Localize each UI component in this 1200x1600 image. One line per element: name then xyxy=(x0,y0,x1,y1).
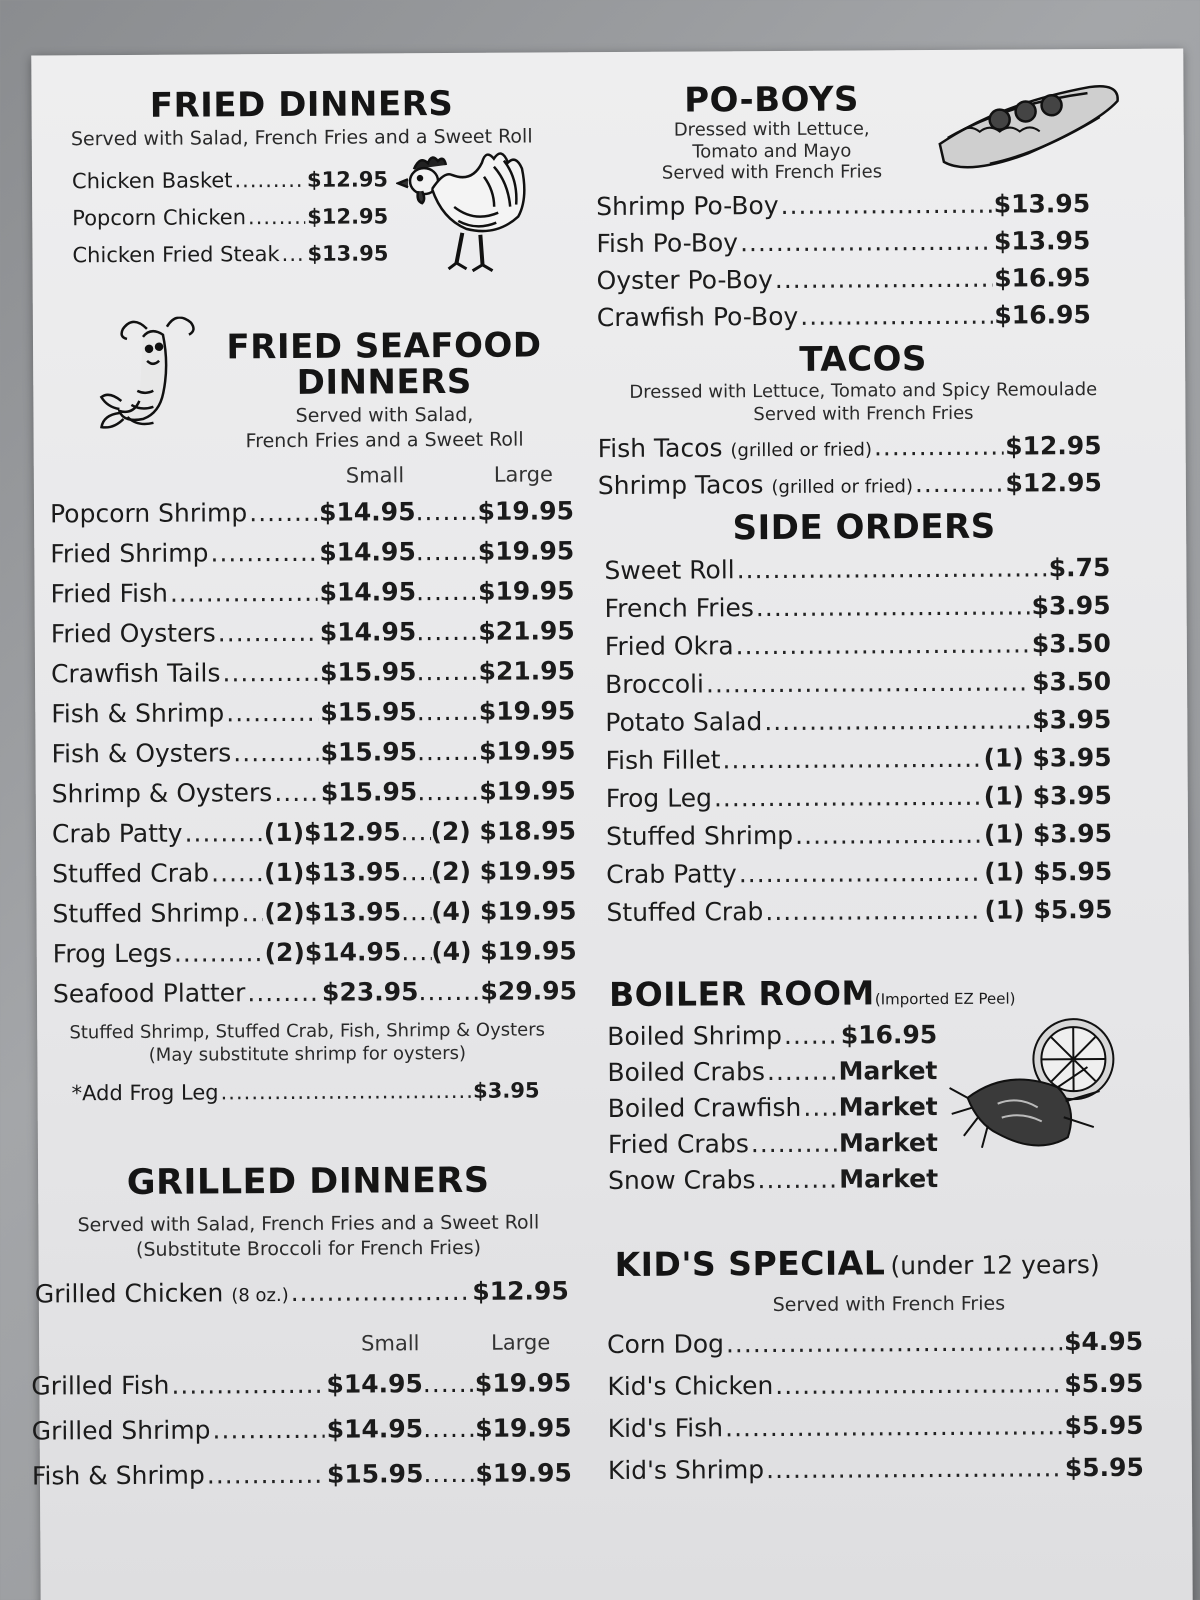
tacos-subtitle: Dressed with Lettuce, Tomato and Spicy Remoulade Served with French Fries xyxy=(629,379,1098,425)
crawfish-lemon-icon xyxy=(947,1013,1128,1164)
list-item: Boiled Crabs ..... Market xyxy=(607,1058,937,1085)
table-row: Fried Shrimp ..... $14.95 ..... $19.95 xyxy=(50,538,574,566)
list-item: Fish Tacos (grilled or fried) ..... $12.95 xyxy=(598,433,1102,461)
fried-seafood-list xyxy=(49,496,578,1009)
side-orders-title: SIDE ORDERS xyxy=(732,506,996,549)
list-item: Shrimp Po-Boy ..... $13.95 xyxy=(596,191,1090,219)
table-row: Stuffed Shrimp ..... (2)$13.95 ..... (4) $19.95 xyxy=(52,898,576,926)
table-row: Fish & Shrimp ..... $15.95 ..... $19.95 xyxy=(32,1460,572,1488)
list-item: Boiled Shrimp ..... $16.95 xyxy=(607,1022,937,1049)
table-row: Popcorn Shrimp ..... $14.95 ..... $19.95 xyxy=(50,498,574,526)
table-row: Grilled Shrimp ..... $14.95 ..... $19.95 xyxy=(32,1415,572,1443)
list-item: Popcorn Chicken ..... $12.95 xyxy=(72,206,388,229)
fried-seafood-subtitle: Served with Salad, French Fries and a Sweet Roll xyxy=(245,403,524,452)
list-item: Crawfish Po-Boy ..... $16.95 xyxy=(597,302,1091,330)
list-item: Chicken Basket ..... $12.95 xyxy=(72,169,388,192)
table-row: Stuffed Crab ..... (1)$13.95 ..... (2) $19.95 xyxy=(52,858,576,886)
boiler-room-note: (Imported EZ Peel) xyxy=(874,989,1016,1009)
table-row: Fish & Oysters ..... $15.95 ..... $19.95 xyxy=(51,738,575,766)
grilled-dinners-subtitle: Served with Salad, French Fries and a Sweet Roll (Substitute Broccoli for French Fries) xyxy=(77,1211,540,1261)
fried-dinners-section xyxy=(31,52,591,268)
fried-seafood-title: FRIED SEAFOOD DINNERS xyxy=(226,325,542,403)
table-row: Shrimp & Oysters ..... $15.95 ..... $19.95 xyxy=(52,778,576,806)
kids-special-title: KID'S SPECIAL xyxy=(614,1243,886,1284)
list-item: Stuffed Shrimp ..... (1) $3.95 xyxy=(606,821,1112,849)
cartoon-shrimp-icon xyxy=(97,316,218,445)
list-item: Kid's Shrimp ..... $5.95 xyxy=(608,1455,1144,1483)
table-row: Frog Legs ..... (2)$14.95 ..... (4) $19.95 xyxy=(53,938,577,966)
list-item: Chicken Fried Steak ..... $13.95 xyxy=(72,243,388,266)
boiler-room-title: BOILER ROOM xyxy=(608,973,875,1015)
list-item: Potato Salad ..... $3.95 xyxy=(605,707,1111,735)
add-frog-leg-row: *Add Frog Leg ..... $3.95 xyxy=(72,1080,540,1104)
po-boys-subtitle: Dressed with Lettuce, Tomato and Mayo Served with French Fries xyxy=(661,118,883,184)
po-boys-list xyxy=(596,189,1091,333)
po-boy-sandwich-icon xyxy=(929,79,1130,180)
po-boys-title: PO-BOYS xyxy=(684,79,860,121)
list-item: Frog Leg ..... (1) $3.95 xyxy=(606,783,1112,811)
grilled-chicken-row: Grilled Chicken (8 oz.) ..... $12.95 xyxy=(35,1278,569,1306)
kids-special-subtitle: Served with French Fries xyxy=(772,1292,1006,1317)
tacos-list xyxy=(597,431,1102,501)
chicken-illustration-icon xyxy=(396,146,537,282)
left-column xyxy=(31,52,591,1491)
platter-note: Stuffed Shrimp, Stuffed Crab, Fish, Shrimp & Oysters (May substitute shrimp for oysters) xyxy=(69,1019,546,1067)
list-item: Fish Fillet ..... (1) $3.95 xyxy=(605,745,1111,773)
grilled-size-headers: Small Large xyxy=(361,1330,551,1356)
tacos-title: TACOS xyxy=(799,339,928,380)
size-column-headers: Small Large xyxy=(345,462,553,488)
grilled-dinners-title: GRILLED DINNERS xyxy=(126,1160,490,1203)
kids-special-note: (under 12 years) xyxy=(890,1250,1100,1281)
list-item: Fish Po-Boy ..... $13.95 xyxy=(596,228,1090,256)
list-item: Broccoli ..... $3.50 xyxy=(605,669,1111,697)
table-row: Seafood Platter ..... $23.95 ..... $29.95 xyxy=(53,978,577,1006)
table-row: Crawfish Tails ..... $15.95 ..... $21.95 xyxy=(51,658,575,686)
list-item: Boiled Crawfish ..... Market xyxy=(608,1094,938,1121)
fried-dinners-subtitle: Served with Salad, French Fries and a Sweet Roll xyxy=(70,125,533,151)
table-row: Crab Patty ..... (1)$12.95 ..... (2) $18.95 xyxy=(52,818,576,846)
list-item: Crab Patty ..... (1) $5.95 xyxy=(606,859,1112,887)
right-column xyxy=(591,48,1183,1486)
fried-dinners-title: FRIED DINNERS xyxy=(149,83,454,126)
table-row: Fried Fish ..... $14.95 ..... $19.95 xyxy=(50,578,574,606)
list-item: Kid's Fish ..... $5.95 xyxy=(608,1413,1144,1441)
list-item: Corn Dog ..... $4.95 xyxy=(607,1329,1143,1357)
list-item: Fried Crabs ..... Market xyxy=(608,1130,938,1157)
menu-page xyxy=(31,48,1193,1600)
list-item: Snow Crabs ..... Market xyxy=(608,1166,938,1193)
side-orders-list xyxy=(604,552,1113,928)
list-item: Shrimp Tacos (grilled or fried) ..... $12.95 xyxy=(598,470,1102,498)
list-item: Kid's Chicken ..... $5.95 xyxy=(607,1371,1143,1399)
po-boys-section xyxy=(591,48,1183,333)
kids-special-header xyxy=(615,1245,1100,1283)
list-item: Sweet Roll ..... $.75 xyxy=(604,555,1110,583)
table-row: Fish & Shrimp ..... $15.95 ..... $19.95 xyxy=(51,698,575,726)
grilled-list xyxy=(31,1368,573,1491)
list-item: French Fries ..... $3.95 xyxy=(605,593,1111,621)
kids-special-list xyxy=(607,1326,1144,1486)
boiler-room-header xyxy=(608,973,1016,1015)
table-row: Grilled Fish ..... $14.95 ..... $19.95 xyxy=(31,1370,571,1398)
list-item: Stuffed Crab ..... (1) $5.95 xyxy=(606,897,1112,925)
list-item: Fried Okra ..... $3.50 xyxy=(605,631,1111,659)
list-item: Oyster Po-Boy ..... $16.95 xyxy=(597,265,1091,293)
table-row: Fried Oysters ..... $14.95 ..... $21.95 xyxy=(51,618,575,646)
boiler-room-list xyxy=(607,1020,939,1196)
